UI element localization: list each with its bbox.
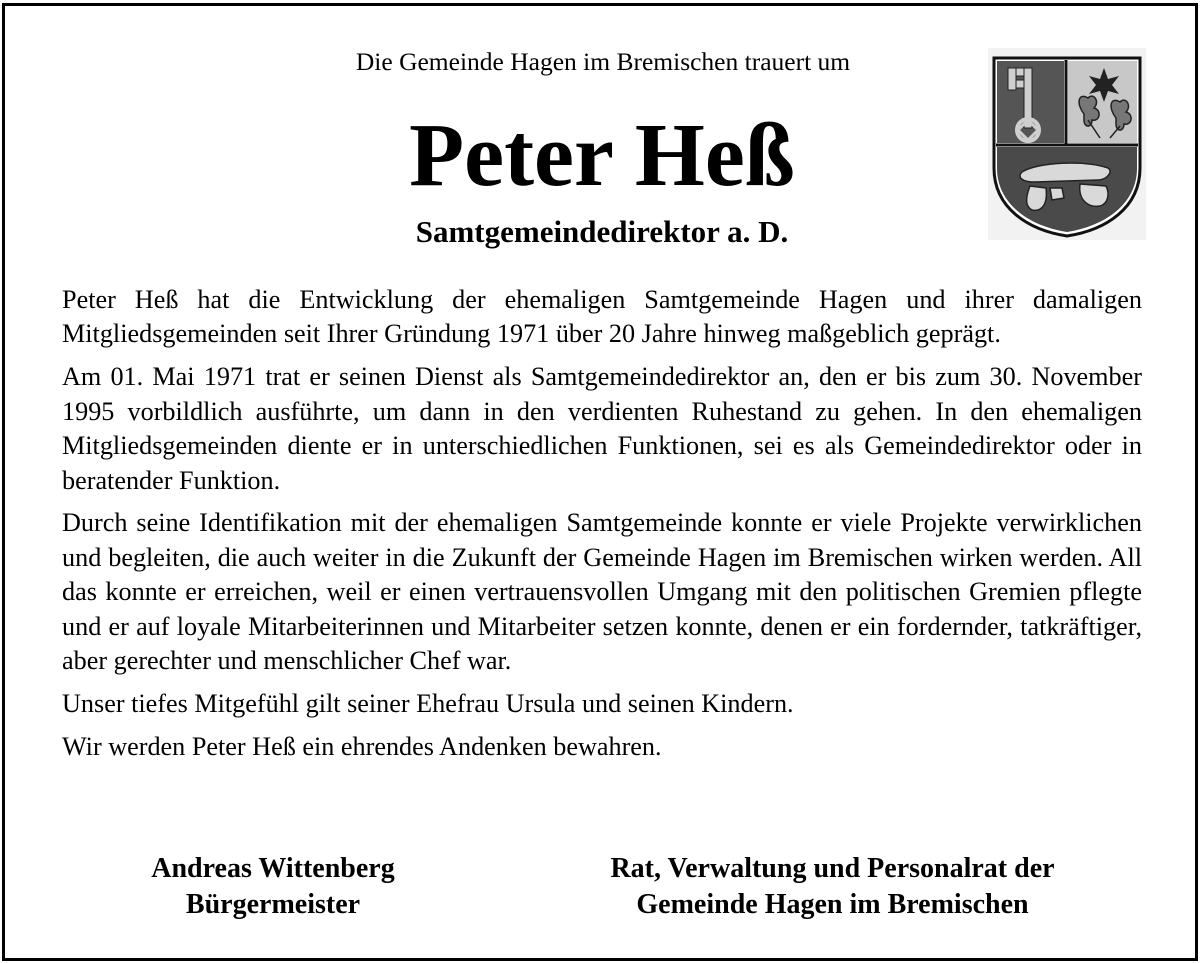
deceased-name: Peter Heß [409,106,795,205]
obituary-notice [2,3,1198,961]
signature-council [560,851,1105,923]
signature-name: Andreas Wittenberg [151,853,395,884]
signature-mayor [123,851,423,923]
signature-role: Bürgermeister [185,889,361,920]
paragraph: Am 01. Mai 1971 trat er seinen Dienst als Samtgemeindedirektor an, den er bis zum 30. November 1995 vorbildlich ausführte, um dann in den verdienten Ruhestand zu gehen. In den ehemaligen Mitgliedsgemeinden diente er in unterschiedlichen Funktionen, sei es als Gemeindedirektor oder in beratender Funktion. [62,362,1142,495]
intro-line: Die Gemeinde Hagen im Bremischen trauert um [355,47,851,76]
coat-of-arms-icon [988,48,1146,240]
paragraph: Wir werden Peter Heß ein ehrendes Andenken bewahren. [62,731,662,761]
paragraph: Unser tiefes Mitgefühl gilt seiner Ehefrau Ursula und seinen Kindern. [62,688,794,718]
signature-line: Rat, Verwaltung und Personalrat der [610,853,1055,884]
signature-line: Gemeinde Hagen im Bremischen [636,889,1029,920]
paragraph: Peter Heß hat die Entwicklung der ehemaligen Samtgemeinde Hagen und ihrer damaligen Mitgliedsgemeinden seit Ihrer Gründung 1971 über 20 Jahre hinweg maßgeblich geprägt. [62,285,1142,349]
deceased-title: Samtgemeindedirektor a. D. [415,214,789,249]
notice-body [62,283,1142,773]
paragraph: Durch seine Identifikation mit der ehemaligen Samtgemeinde konnte er viele Projekte verwirklichen und begleiten, die auch weiter in die Zukunft der Gemeinde Hagen im Bremischen wirken werden. All das konnte er erreichen, weil er einen vertrauensvollen Umgang mit den politischen Gremien pflegte und er auf loyale Mitarbeiterinnen und Mitarbeiter setzen konnte, denen er ein fordernder, tatkräftiger, aber gerechter und menschlicher Chef war. [62,508,1142,676]
